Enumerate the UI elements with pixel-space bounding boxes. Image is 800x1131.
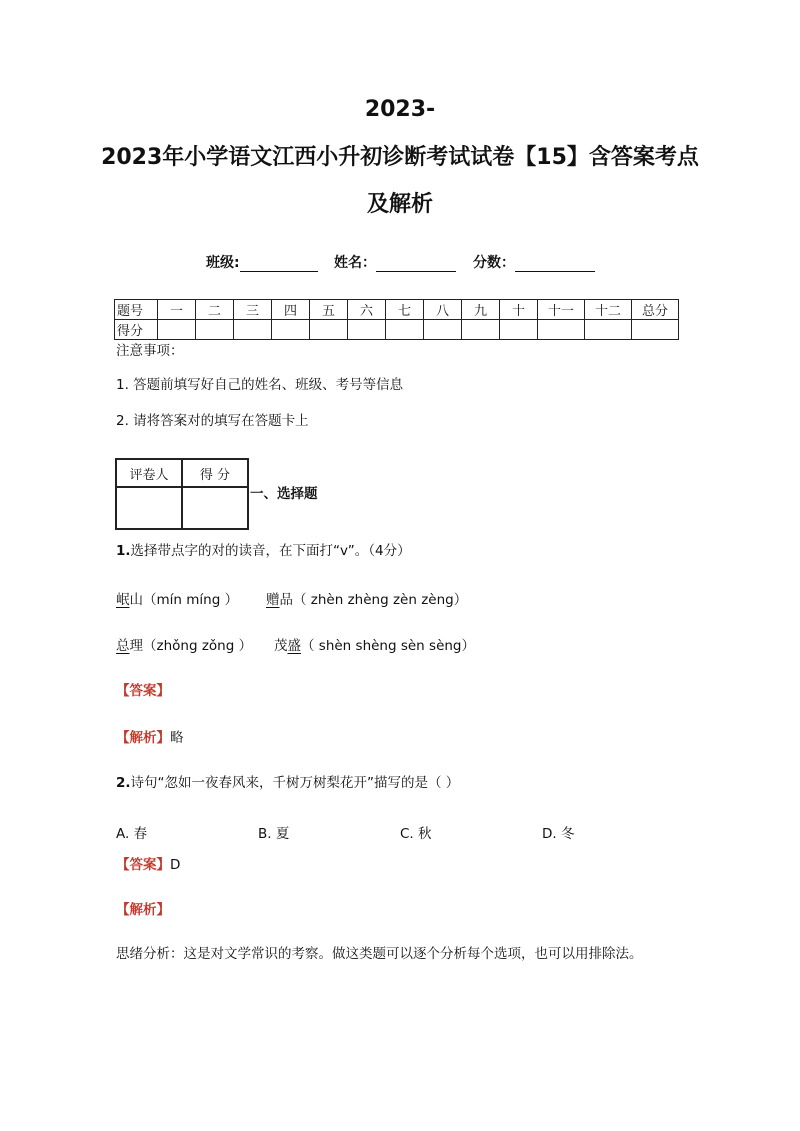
q1-analysis: [116, 728, 184, 748]
grader-cell[interactable]: [116, 487, 182, 529]
score-cell[interactable]: [462, 320, 500, 340]
score-col-5: 五: [310, 300, 348, 320]
score-table: [114, 299, 679, 340]
q1-row2-b: [274, 636, 475, 656]
grader-col-1: 评卷人: [116, 459, 182, 487]
score-table-score-row: [115, 320, 679, 340]
q2-answer: [116, 855, 180, 875]
title-line-2: 2023年小学语文江西小升初诊断考试试卷【15】含答案考点: [101, 145, 699, 170]
score-col-4: 四: [272, 300, 310, 320]
q1-answer-label: 【答案】: [116, 683, 170, 699]
class-field: [206, 252, 318, 272]
score-col-10: 十: [500, 300, 538, 320]
q1-prompt: [116, 541, 411, 561]
q1-row1-a: [116, 590, 238, 610]
q2-option-b: B. 夏: [258, 826, 290, 842]
score-cell[interactable]: [196, 320, 234, 340]
q1-row2-a-char: 总: [116, 638, 130, 654]
q2-option-a: A. 春: [116, 826, 148, 842]
name-blank: [376, 257, 456, 272]
q2-analysis-text: 思绪分析：这是对文学常识的考察。做这类题可以逐个分析每个选项，也可以用排除法。: [116, 946, 643, 962]
score-label: 分数：: [473, 255, 515, 271]
q1-row1-b-rest: 品（ zhèn zhèng zèn zèng）: [279, 592, 468, 608]
q1-analysis-text: 略: [170, 730, 184, 746]
q1-row2-a-rest: 理（zhǒng zǒng ）: [129, 638, 253, 654]
q1-row1-a-rest: 山（mín míng ）: [129, 592, 239, 608]
q1-row1-a-char: 岷: [116, 592, 130, 608]
q2-analysis-label: 【解析】: [116, 902, 170, 918]
score-field: [473, 252, 595, 272]
score-cell[interactable]: [272, 320, 310, 340]
score-cell[interactable]: [386, 320, 424, 340]
score-cell[interactable]: [234, 320, 272, 340]
title-line-3: 及解析: [366, 192, 433, 217]
score-col-11: 十一: [538, 300, 585, 320]
name-field: [334, 252, 456, 272]
q1-prompt-text: 选择带点字的对的读音，在下面打“v”。（4分）: [130, 543, 411, 559]
score-cell[interactable]: [585, 320, 632, 340]
score-col-3: 三: [234, 300, 272, 320]
section-title: 一、选择题: [250, 486, 318, 502]
q2-prompt-text: 诗句“忽如一夜春风来，千树万树梨花开”描写的是（ ）: [130, 775, 460, 791]
q1-analysis-label: 【解析】: [116, 730, 170, 746]
score-table-row-label: 得分: [115, 320, 158, 340]
notice-heading: 注意事项：: [116, 343, 184, 359]
score-col-7: 七: [386, 300, 424, 320]
grader-body-row: [116, 487, 248, 529]
title-line-1: 2023-: [364, 97, 436, 122]
class-blank: [240, 257, 318, 272]
score-cell[interactable]: [424, 320, 462, 340]
grader-header-row: [116, 459, 248, 487]
q1-row2-a: [116, 636, 252, 656]
grader-cell[interactable]: [182, 487, 248, 529]
q2-prompt: [116, 773, 459, 793]
score-col-12: 十二: [585, 300, 632, 320]
score-cell[interactable]: [310, 320, 348, 340]
q2-answer-label: 【答案】: [116, 857, 170, 873]
score-col-9: 九: [462, 300, 500, 320]
score-col-1: 一: [158, 300, 196, 320]
q1-row1-b: [266, 590, 467, 610]
q2-option-d: D. 冬: [542, 826, 575, 842]
score-cell[interactable]: [500, 320, 538, 340]
q1-row1-b-char: 赠: [266, 592, 280, 608]
class-label: 班级:: [206, 255, 240, 271]
notice-item-2: 2. 请将答案对的填写在答题卡上: [116, 413, 309, 429]
grader-table: [115, 458, 249, 530]
score-cell[interactable]: [158, 320, 196, 340]
score-cell[interactable]: [348, 320, 386, 340]
score-blank: [515, 257, 595, 272]
score-table-header-row: [115, 300, 679, 320]
q1-row2-b-pre: 茂: [274, 638, 288, 654]
q1-row2-b-rest: （ shèn shèng sèn sèng）: [301, 638, 475, 654]
q2-answer-text: D: [170, 857, 181, 873]
score-col-8: 八: [424, 300, 462, 320]
score-cell[interactable]: [538, 320, 585, 340]
score-col-2: 二: [196, 300, 234, 320]
q2-number: 2.: [116, 775, 131, 791]
grader-col-2: 得 分: [182, 459, 248, 487]
q2-option-c: C. 秋: [400, 826, 432, 842]
q1-row2-b-char: 盛: [287, 638, 301, 654]
score-cell[interactable]: [632, 320, 679, 340]
notice-item-1: 1. 答题前填写好自己的姓名、班级、考号等信息: [116, 377, 404, 393]
q1-number: 1.: [116, 543, 131, 559]
score-col-total: 总分: [632, 300, 679, 320]
score-col-6: 六: [348, 300, 386, 320]
score-table-header-label: 题号: [115, 300, 158, 320]
name-label: 姓名：: [334, 255, 376, 271]
